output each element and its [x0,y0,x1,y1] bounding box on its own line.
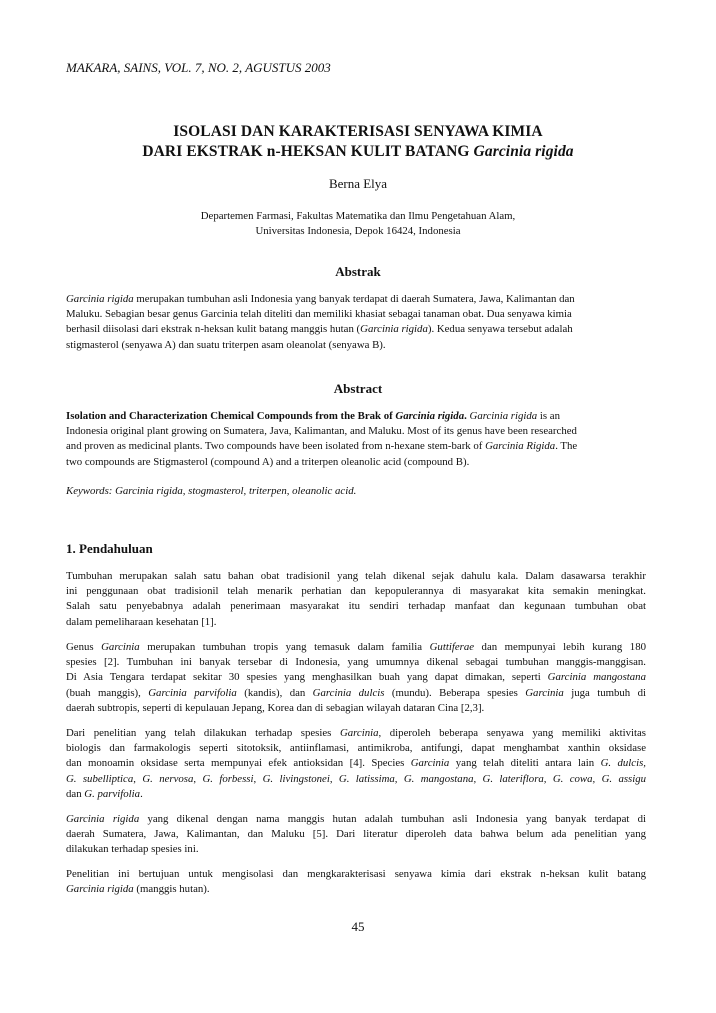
text-line [66,726,646,741]
species-name: Garcinia parvifolia [148,686,237,699]
text-span: , [329,772,339,785]
text-line: Indonesia original plant growing on Sumatera, Java, Kalimantan, and Maluku. Most of its genus have been researched [66,425,577,438]
text-span: merupakan tumbuhan tropis yang temasuk dalam familia [139,641,430,653]
text-span: . The [555,440,578,453]
title-line-1: ISOLASI DAN KARAKTERISASI SENYAWA KIMIA [173,123,543,140]
keywords [66,484,646,499]
paper-title [0,122,716,162]
journal-header: MAKARA, SAINS, VOL. 7, NO. 2, AGUSTUS 2003 [66,60,331,75]
text-span: merupakan tumbuhan asli Indonesia yang banyak terdapat di daerah Sumatera, Jawa, Kalimantan dan [133,293,575,305]
english-title: Isolation and Characterization Chemical Compounds from the Brak of [66,410,396,422]
paragraph-2 [66,640,646,716]
abstrak-heading: Abstrak [335,264,381,279]
text-line: daerah Sumatera, Jawa, Kalimantan, dan Maluku [5]. Dari literatur diperoleh data bahwa belum ada penelitian yang [66,828,646,841]
text-span: (buah manggis), [66,686,149,699]
species-name: G. livingstonei [262,772,330,785]
text-line: spesies [2]. Tumbuhan ini banyak tersebar di Indonesia, yang umumnya dikenal sebagai tumbuhan manggis-manggisan. [66,656,646,669]
text-line: Penelitian ini bertujuan untuk mengisolasi dan mengkarakterisasi senyawa kimia dari ekstrak n-heksan kulit batang [66,868,646,880]
text-span: and proven as medicinal plants. Two compounds have been isolated from n-hexane stem-bark of [66,440,486,453]
genus-name: Garcinia [101,641,140,653]
abstract-heading: Abstract [333,381,383,396]
species-name: Garcinia rigida [360,323,428,336]
text-line [66,787,646,802]
affiliation-line-1: Departemen Farmasi, Fakultas Matematika dan Ilmu Pengetahuan Alam, [200,210,516,222]
text-line: two compounds are Stigmasterol (compound A) and a triterpen oleanolic acid (compound B). [66,455,470,468]
text-span: (mundu). Beberapa spesies [384,686,526,699]
species-name: G. latissima, G. mangostana, G. lateriflora, G. cowa, G. assigu [338,772,647,785]
species-name: Garcinia rigida [66,293,134,305]
text-span: (kandis), dan [236,686,313,699]
affiliation [0,209,716,239]
text-line [66,756,646,771]
paragraph-3 [66,726,646,802]
text-span: , [253,772,263,785]
species-name: G. dulcis, [600,757,647,770]
text-line: Tumbuhan merupakan salah satu bahan obat tradisionil yang telah dikenal sejak dahulu kala. Dalam dasawarsa terakhir [66,570,646,582]
text-span: Di Asia Tengara terdapat sekitar 30 spesies yang menghasilkan buah yang dapat dimakan, seperti [66,671,548,684]
species-name: G. forbessi [202,772,254,785]
text-span: is an [537,410,560,422]
paragraph-1 [66,569,646,630]
text-span: , diperoleh beberapa senyawa yang memiliki aktivitas [378,727,647,739]
text-line [66,439,646,454]
affiliation-line-2: Universitas Indonesia, Depok 16424, Indonesia [255,225,461,237]
text-line [66,686,646,701]
text-line [66,292,646,307]
text-line: biologis dan farmakologis seperti sitotoksik, antiinflamasi, antimikroba, antifungi, dapat menghambat xanthin oksidase [66,742,646,755]
text-span: . [464,410,467,422]
abstrak-body [66,292,646,353]
text-line [66,812,646,827]
title-species: Garcinia rigida [473,143,574,160]
species-name: Garcinia Rigida [485,440,556,453]
species-name: G. nervosa [142,772,194,785]
text-line: daerah subtropis, seperti di kepulauan Jepang, Korea dan di sebagian wilayah dataran Cina [2,3]. [66,701,485,714]
paragraph-4 [66,812,646,858]
text-line: Salah satu penyebabnya adalah penerimaan masyarakat itu sendiri terhadap manfaat dan kegunaan tumbuhan obat [66,600,646,613]
text-line [66,670,646,685]
text-line: dalam pemeliharaan kesehatan [1]. [66,615,217,628]
species-name: Garcinia rigida [66,883,134,896]
page-number: 45 [351,919,365,934]
text-span: , [193,772,203,785]
species-name: G. parvifolia [84,787,141,800]
text-line [66,640,646,655]
text-line: stigmasterol (senyawa A) dan suatu triterpen asam oleanolat (senyawa B). [66,338,386,351]
species-name: Garcinia dulcis [312,686,385,699]
text-line: Maluku. Sebagian besar genus Garcinia telah diteliti dan memiliki khasiat sebagai tanaman obat. Dua senyawa kimia [66,308,572,321]
keywords-line [66,484,646,499]
text-span: juga tumbuh di [563,686,646,699]
species-name: Garcinia rigida [395,410,465,422]
title-line-2 [0,142,716,162]
text-span: dan mempunyai lebih kurang 180 [474,641,646,653]
text-line [66,409,646,424]
text-span: dan [66,787,85,800]
keywords-text: Keywords: Garcinia rigida, stogmasterol, triterpen, oleanolic acid. [66,485,357,497]
text-line: ini penggunaan obat tradisionil telah menarik perhatian dan kepopulerannya di masyarakat kita semakin meningkat. [66,585,646,598]
text-span: , [133,772,143,785]
text-span: . [140,787,143,800]
text-line [66,882,646,897]
species-name: Garcinia mangostana [547,671,646,684]
text-span: yang dikenal dengan nama manggis hutan adalah tumbuhan asli Indonesia yang banyak terdapat di [139,813,646,825]
section-heading: 1. Pendahuluan [66,541,153,556]
genus-name: Garcinia [339,727,379,739]
title-text: DARI EKSTRAK n-HEKSAN KULIT BATANG [142,143,474,160]
abstract-body [66,409,646,470]
species-name: Garcinia rigida [469,410,538,422]
text-line [66,772,646,787]
author-name: Berna Elya [328,176,388,191]
genus-name: Garcinia [410,757,450,770]
text-span: ). Kedua senyawa tersebut adalah [427,323,573,336]
text-span: Dari penelitian yang telah dilakukan terhadap spesies [66,727,340,739]
species-name: Garcinia rigida [66,813,140,825]
genus-name: Garcinia [525,686,564,699]
text-span: yang telah diteliti antara lain [449,757,601,770]
text-span: Genus [66,641,102,653]
text-span: dan monoamin oksidase serta mempunyai efek antioksidan [4]. Species [66,757,411,770]
species-name: G. subelliptica [66,772,134,785]
text-span: berhasil diisolasi dari ekstrak n-heksan kulit batang manggis hutan ( [66,323,361,336]
family-name: Guttiferae [429,641,475,653]
text-line [66,322,646,337]
text-line: dilakukan terhadap spesies ini. [66,843,199,856]
text-span: (manggis hutan). [133,883,210,896]
paragraph-5 [66,867,646,897]
